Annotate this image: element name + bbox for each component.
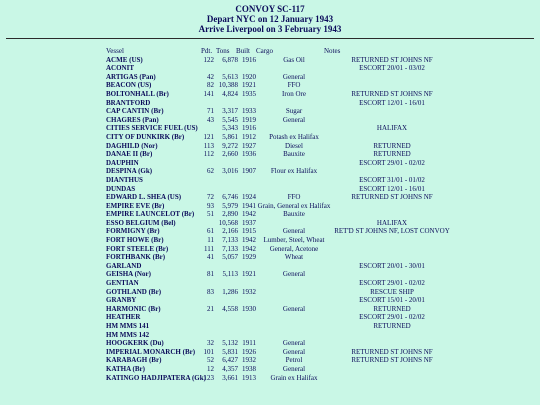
cell-pdt: 101 <box>203 347 214 356</box>
cell-vessel: DAUPHIN <box>106 158 139 167</box>
cell-cargo: FFO <box>287 81 301 90</box>
cell-cargo: General <box>282 339 306 348</box>
table-row <box>0 245 540 254</box>
cell-pdt: 51 <box>207 210 214 219</box>
cell-built: 1916 <box>242 124 256 133</box>
table-row <box>0 56 540 65</box>
cell-vessel: BEACON (US) <box>106 81 152 90</box>
table-row <box>0 270 540 279</box>
cell-vessel: EMPIRE EVE (Br) <box>106 201 165 210</box>
cell-pdt: 72 <box>207 193 214 202</box>
cell-built: 1913 <box>242 373 256 382</box>
cell-notes: RETURNED ST JOHNS NF <box>351 193 433 202</box>
cell-cargo: Lumber, Steel, Wheat <box>263 236 325 245</box>
cell-cargo: General, Acetone <box>269 244 319 253</box>
column-header-cargo: Cargo <box>256 47 273 55</box>
cell-tons: 7,133 <box>222 244 238 253</box>
cell-cargo: General <box>282 347 306 356</box>
table-row <box>0 176 540 185</box>
cell-built: 1911 <box>242 339 256 348</box>
cell-vessel: EDWARD L. SHEA (US) <box>106 193 182 202</box>
cell-pdt: 61 <box>207 227 214 236</box>
cell-built: 1933 <box>242 107 256 116</box>
table-row <box>0 313 540 322</box>
table-row <box>0 210 540 219</box>
cell-vessel: GRANBY <box>106 296 137 305</box>
cell-built: 1921 <box>242 270 256 279</box>
cell-vessel: DESPINA (Gk) <box>106 167 153 176</box>
cell-tons: 5,132 <box>222 339 238 348</box>
cell-tons: 2,660 <box>222 150 238 159</box>
cell-vessel: GEISHA (Nor) <box>106 270 151 279</box>
cell-built: 1912 <box>242 132 256 141</box>
cell-tons: 7,133 <box>222 236 238 245</box>
cell-pdt: 111 <box>204 244 214 253</box>
table-row <box>0 348 540 357</box>
cell-pdt: 43 <box>207 115 214 124</box>
cell-vessel: CHAGRES (Pan) <box>106 115 159 124</box>
cell-pdt: 141 <box>203 89 214 98</box>
cell-notes: RETURNED <box>373 150 411 159</box>
cell-vessel: ARTIGAS (Pan) <box>106 72 156 81</box>
cell-vessel: ACME (US) <box>106 55 143 64</box>
table-row <box>0 124 540 133</box>
cell-cargo: General <box>282 364 306 373</box>
table-row <box>0 296 540 305</box>
cell-tons: 3,016 <box>222 167 238 176</box>
table-row <box>0 253 540 262</box>
table-row <box>0 90 540 99</box>
cell-built: 1937 <box>242 218 256 227</box>
table-row <box>0 167 540 176</box>
cell-notes: RETURNED <box>373 141 411 150</box>
cell-vessel: ACONIT <box>106 64 135 73</box>
header-divider <box>6 38 534 39</box>
arrive-line: Arrive Liverpool on 3 February 1943 <box>198 24 342 34</box>
cell-cargo: FFO <box>287 193 301 202</box>
table-row <box>0 81 540 90</box>
cell-notes: RETURNED ST JOHNS NF <box>351 356 433 365</box>
cell-vessel: BOLTONHALL (Br) <box>106 89 169 98</box>
cell-built: 1936 <box>242 150 256 159</box>
cell-vessel: DUNDAS <box>106 184 136 193</box>
depart-line: Depart NYC on 12 January 1943 <box>206 14 334 24</box>
table-row <box>0 185 540 194</box>
cell-vessel: IMPERIAL MONARCH (Br) <box>106 347 196 356</box>
cell-pdt: 93 <box>207 201 214 210</box>
cell-vessel: KARABAGH (Br) <box>106 356 162 365</box>
cell-notes: ESCORT 15/01 - 20/01 <box>359 296 425 305</box>
cell-vessel: HOOGKERK (Du) <box>106 339 164 348</box>
cell-built: 1920 <box>242 72 256 81</box>
table-row <box>0 227 540 236</box>
cell-built: 1916 <box>242 55 256 64</box>
cell-pdt: 112 <box>203 150 214 159</box>
cell-notes: RETURNED <box>373 304 411 313</box>
cell-built: 1938 <box>242 364 256 373</box>
cell-built: 1919 <box>242 115 256 124</box>
cell-cargo: Sugar <box>285 107 303 116</box>
cell-pdt: 83 <box>207 287 214 296</box>
cell-tons: 6,427 <box>222 356 238 365</box>
cell-vessel: KATHA (Br) <box>106 364 145 373</box>
cell-cargo: Grain, General ex Halifax <box>257 201 331 210</box>
table-row <box>0 365 540 374</box>
table-row <box>0 331 540 340</box>
cell-cargo: General <box>282 270 306 279</box>
cell-notes: ESCORT 31/01 - 01/02 <box>359 175 425 184</box>
table-row <box>0 116 540 125</box>
cell-built: 1930 <box>242 304 256 313</box>
cell-pdt: 42 <box>207 72 214 81</box>
cell-tons: 10,568 <box>218 218 238 227</box>
cell-tons: 5,343 <box>222 124 238 133</box>
cell-cargo: General <box>282 115 306 124</box>
cell-vessel: KATINGO HADJIPATERA (Gk) <box>106 373 206 382</box>
cell-vessel: GENTIAN <box>106 279 139 288</box>
cell-pdt: 121 <box>203 132 214 141</box>
cell-pdt: 82 <box>207 81 214 90</box>
cell-built: 1941 <box>242 201 256 210</box>
cell-tons: 5,979 <box>222 201 238 210</box>
cell-built: 1932 <box>242 287 256 296</box>
cell-pdt: 122 <box>203 55 214 64</box>
cell-tons: 4,824 <box>222 89 238 98</box>
column-header-notes: Notes <box>324 47 341 55</box>
cell-tons: 5,861 <box>222 132 238 141</box>
table-row <box>0 219 540 228</box>
cell-tons: 5,057 <box>222 253 238 262</box>
cell-notes: HALIFAX <box>376 124 408 133</box>
cell-tons: 4,558 <box>222 304 238 313</box>
cell-notes: ESCORT 29/01 - 02/02 <box>359 279 425 288</box>
cell-vessel: CITIES SERVICE FUEL (US) <box>106 124 198 133</box>
cell-tons: 2,890 <box>222 210 238 219</box>
cell-cargo: Iron Ore <box>282 89 306 98</box>
cell-pdt: 52 <box>207 356 214 365</box>
table-row <box>0 322 540 331</box>
cell-notes: ESCORT 29/01 - 02/02 <box>359 313 425 322</box>
table-row <box>0 99 540 108</box>
table-row <box>0 193 540 202</box>
cell-tons: 3,317 <box>222 107 238 116</box>
cell-cargo: Wheat <box>284 253 304 262</box>
cell-vessel: GARLAND <box>106 261 142 270</box>
cell-tons: 10,388 <box>218 81 238 90</box>
cell-built: 1935 <box>242 89 256 98</box>
cell-notes: ESCORT 29/01 - 02/02 <box>359 158 425 167</box>
table-row <box>0 339 540 348</box>
cell-vessel: CAP CANTIN (Br) <box>106 107 164 116</box>
table-row <box>0 262 540 271</box>
cell-pdt: 12 <box>207 364 214 373</box>
cell-vessel: DANAE II (Br) <box>106 150 153 159</box>
cell-vessel: HM MMS 141 <box>106 322 150 330</box>
cell-cargo: Grain ex Halifax <box>270 373 318 382</box>
cell-vessel: BRANTFORD <box>106 98 151 107</box>
cell-tons: 9,272 <box>222 141 238 150</box>
cell-tons: 2,166 <box>222 227 238 236</box>
table-row <box>0 288 540 297</box>
cell-vessel: FORT HOWE (Br) <box>106 236 164 245</box>
cell-vessel: CITY OF DUNKIRK (Br) <box>106 132 185 141</box>
table-row <box>0 142 540 151</box>
cell-cargo: General <box>282 227 306 236</box>
cell-built: 1924 <box>242 193 256 202</box>
cell-cargo: Gas Oil <box>283 55 305 64</box>
cell-notes: RESCUE SHIP <box>370 287 414 296</box>
cell-cargo: Petrol <box>285 356 303 365</box>
cell-vessel: ESSO BELGIUM (Bel) <box>106 218 176 227</box>
cell-cargo: Diesel <box>285 141 303 150</box>
cell-built: 1932 <box>242 356 256 365</box>
table-body <box>0 56 540 383</box>
table-row <box>0 356 540 365</box>
cell-notes: RETURNED <box>373 322 411 330</box>
cell-tons: 4,357 <box>222 364 238 373</box>
cell-notes: ESCORT 20/01 - 30/01 <box>359 261 425 270</box>
table-row <box>0 236 540 245</box>
table-row <box>0 279 540 288</box>
column-header-tons: Tons <box>216 47 230 55</box>
cell-built: 1942 <box>242 210 256 219</box>
cell-vessel: GOTHLAND (Br) <box>106 287 162 296</box>
cell-built: 1942 <box>242 236 256 245</box>
cell-tons: 5,613 <box>222 72 238 81</box>
cell-pdt: 81 <box>207 270 214 279</box>
convoy-table <box>0 47 540 382</box>
cell-vessel: DIANTHUS <box>106 175 143 184</box>
table-row <box>0 374 540 383</box>
cell-cargo: Potash ex Halifax <box>269 132 319 141</box>
cell-tons: 3,661 <box>222 373 238 382</box>
cell-notes: RETURNED ST JOHNS NF <box>351 55 433 64</box>
table-row <box>0 107 540 116</box>
cell-vessel: HEATHER <box>106 313 141 322</box>
cell-vessel: FORT STEELE (Br) <box>106 244 169 253</box>
table-row <box>0 159 540 168</box>
cell-tons: 6,746 <box>222 193 238 202</box>
cell-pdt: 123 <box>203 373 214 382</box>
table-row <box>0 64 540 73</box>
cell-vessel: FORMIGNY (Br) <box>106 227 160 236</box>
cell-cargo: General <box>282 72 306 81</box>
cell-vessel: DAGHILD (Nor) <box>106 141 158 150</box>
cell-built: 1927 <box>242 141 256 150</box>
table-row <box>0 305 540 314</box>
cell-notes: HALIFAX <box>376 218 408 227</box>
cell-pdt: 71 <box>207 107 214 116</box>
cell-notes: RET'D ST JOHNS NF, LOST CONVOY <box>334 227 450 236</box>
cell-tons: 1,286 <box>222 287 238 296</box>
cell-notes: RETURNED ST JOHNS NF <box>351 347 433 356</box>
table-row <box>0 133 540 142</box>
page-header <box>0 0 540 34</box>
table-row <box>0 150 540 159</box>
cell-pdt: 21 <box>207 304 214 313</box>
cell-built: 1926 <box>242 347 256 356</box>
cell-built: 1915 <box>242 227 256 236</box>
table-row <box>0 73 540 82</box>
cell-cargo: Bauxite <box>283 150 305 159</box>
cell-vessel: HM MMS 142 <box>106 330 150 339</box>
cell-cargo: Bauxite <box>283 210 305 219</box>
cell-notes: ESCORT 12/01 - 16/01 <box>359 98 425 107</box>
column-header-built: Built <box>236 47 251 55</box>
cell-cargo: General <box>282 304 306 313</box>
cell-pdt: 11 <box>207 236 214 245</box>
cell-notes: ESCORT 20/01 - 03/02 <box>359 64 425 73</box>
cell-cargo: Flour ex Halifax <box>270 167 318 176</box>
cell-pdt: 113 <box>203 141 214 150</box>
cell-notes: RETURNED ST JOHNS NF <box>351 89 433 98</box>
cell-pdt: 41 <box>207 253 214 262</box>
cell-vessel: HARMONIC (Br) <box>106 304 161 313</box>
cell-tons: 5,831 <box>222 347 238 356</box>
cell-tons: 5,113 <box>222 270 238 279</box>
column-header-pdt: Pdt. <box>201 47 213 55</box>
cell-pdt: 32 <box>207 339 214 348</box>
cell-built: 1929 <box>242 253 256 262</box>
cell-built: 1921 <box>242 81 256 90</box>
page-title: CONVOY SC-117 <box>235 4 305 14</box>
cell-vessel: FORTHBANK (Br) <box>106 253 166 262</box>
cell-built: 1942 <box>242 244 256 253</box>
column-header-vessel: Vessel <box>106 47 124 55</box>
cell-tons: 5,545 <box>222 115 238 124</box>
cell-pdt: 62 <box>207 167 214 176</box>
cell-vessel: EMPIRE LAUNCELOT (Br) <box>106 210 195 219</box>
table-header-row <box>0 47 540 56</box>
cell-built: 1907 <box>242 167 256 176</box>
cell-tons: 6,878 <box>222 55 238 64</box>
cell-notes: ESCORT 12/01 - 16/01 <box>359 184 425 193</box>
table-row <box>0 202 540 211</box>
